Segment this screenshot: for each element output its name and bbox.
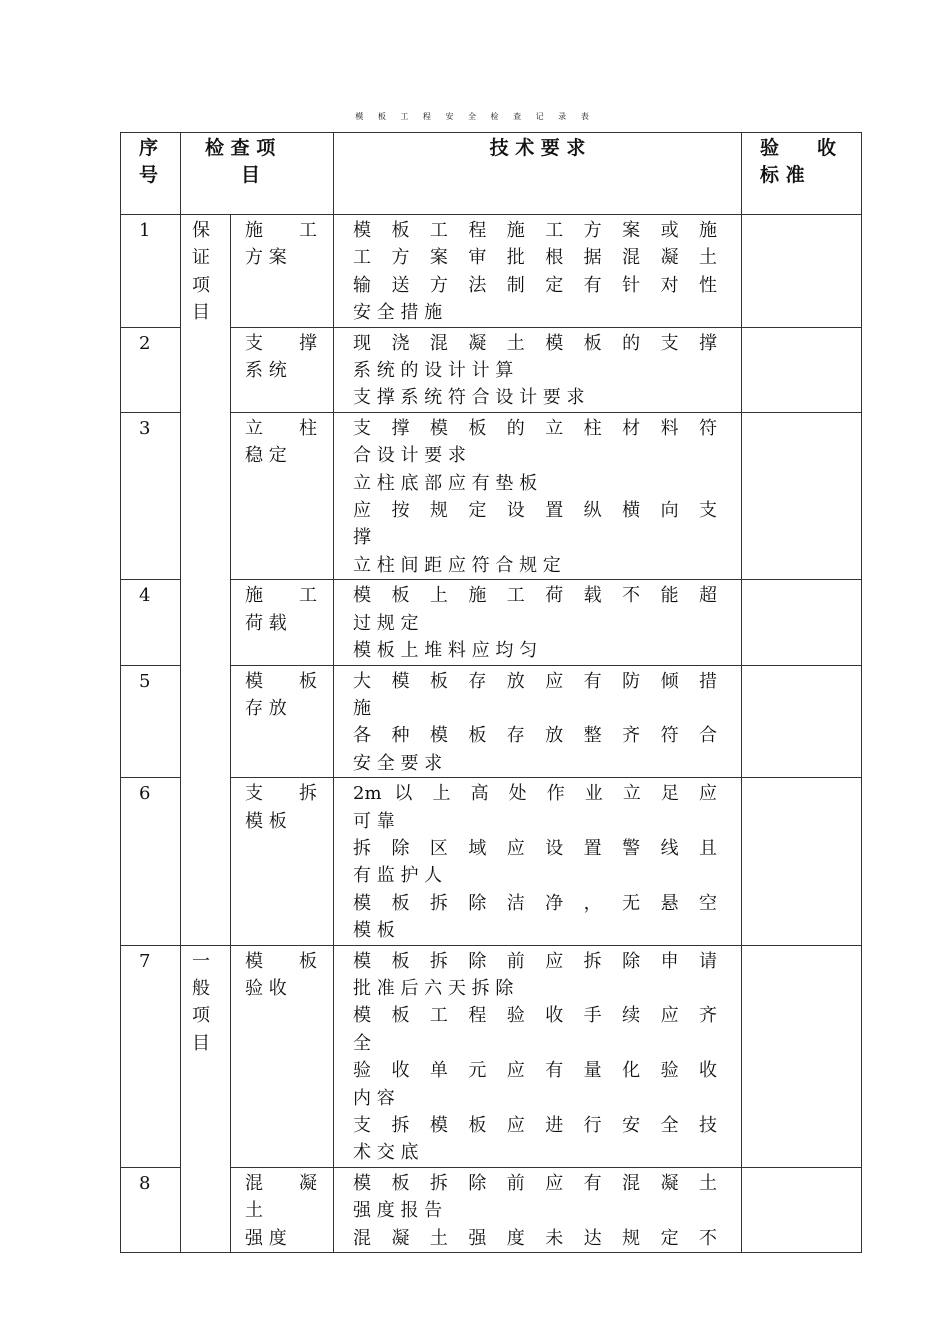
inspection-table	[120, 132, 862, 1253]
check-item	[231, 215, 334, 328]
requirement-line: 立 柱 间 距 应 符 合 规 定	[353, 554, 561, 576]
requirement-line: 安 全 措 施	[353, 302, 443, 324]
group-general	[181, 945, 231, 1252]
group-char: 目	[192, 302, 210, 324]
requirement-line: 模 板 上 堆 料 应 均 匀	[353, 640, 538, 662]
check-item-line: 强 度	[245, 1227, 287, 1249]
requirement-line: 模 板 上 施 工 荷 载 不 能 超	[353, 585, 718, 607]
check-item	[231, 327, 334, 412]
row-number: 2	[121, 327, 181, 412]
requirement-line: 各 种 模 板 存 放 整 齐 符 合	[353, 725, 718, 747]
standard-cell	[742, 1167, 862, 1252]
standard-cell	[742, 327, 862, 412]
requirement	[334, 580, 742, 665]
table-row	[121, 215, 862, 328]
requirement	[334, 665, 742, 778]
requirement-line: 内 容	[353, 1087, 395, 1109]
row-number: 7	[121, 945, 181, 1167]
header-no: 序 号	[121, 133, 181, 215]
standard-cell	[742, 215, 862, 328]
row-number: 8	[121, 1167, 181, 1252]
row-number: 5	[121, 665, 181, 778]
check-item-line: 系 统	[245, 360, 287, 382]
row-number: 4	[121, 580, 181, 665]
requirement-line: 术 交 底	[353, 1142, 419, 1164]
header-requirement: 技 术 要 求	[334, 133, 742, 215]
check-item-line: 模 板	[245, 810, 287, 832]
requirement-line: 混 凝 土 强 度 未 达 规 定 不	[353, 1227, 718, 1249]
check-item-line: 模 板	[245, 950, 317, 972]
requirement-line: 拆 除 区 域 应 设 置 警 线 且	[353, 837, 718, 859]
requirement	[334, 327, 742, 412]
requirement-line: 安 全 要 求	[353, 752, 443, 774]
table-row	[121, 580, 862, 665]
check-item	[231, 945, 334, 1167]
requirement-line: 2m 以 上 高 处 作 业 立 足 应	[353, 783, 718, 805]
requirement-line: 批 准 后 六 天 拆 除	[353, 977, 514, 999]
requirement-line: 强 度 报 告	[353, 1200, 443, 1222]
group-char: 目	[192, 1032, 210, 1054]
table-row	[121, 945, 862, 1167]
table-row	[121, 1167, 862, 1252]
requirement	[334, 1167, 742, 1252]
header-item: 检 查 项 目	[181, 133, 334, 215]
requirement-line: 撑	[353, 527, 372, 549]
group-char: 般	[192, 977, 210, 999]
document-title: 模 板 工 程 安 全 检 查 记 录 表	[355, 112, 595, 121]
table-row	[121, 412, 862, 579]
check-item-line: 验 收	[245, 977, 287, 999]
requirement-line: 输 送 方 法 制 定 有 针 对 性	[353, 274, 718, 296]
check-item-line: 荷 载	[245, 612, 287, 634]
requirement-line: 大 模 板 存 放 应 有 防 倾 措	[353, 670, 718, 692]
requirement-line: 验 收 单 元 应 有 量 化 验 收	[353, 1060, 718, 1082]
requirement-line: 模 板 拆 除 前 应 有 混 凝 土	[353, 1172, 718, 1194]
requirement-line: 施	[353, 697, 372, 719]
check-item-line: 存 放	[245, 697, 287, 719]
requirement-line: 模 板 拆 除 洁 净 ， 无 悬 空	[353, 892, 718, 914]
table-row	[121, 665, 862, 778]
check-item	[231, 580, 334, 665]
check-item-line: 支 撑	[245, 332, 317, 354]
requirement-line: 过 规 定	[353, 612, 419, 634]
requirement-line: 全	[353, 1032, 372, 1054]
table-row	[121, 778, 862, 945]
check-item	[231, 665, 334, 778]
requirement-line: 支 撑 系 统 符 合 设 计 要 求	[353, 387, 585, 409]
requirement	[334, 945, 742, 1167]
requirement-line: 现 浇 混 凝 土 模 板 的 支 撑	[353, 332, 718, 354]
requirement	[334, 412, 742, 579]
requirement-line: 立 柱 底 部 应 有 垫 板	[353, 472, 538, 494]
standard-cell	[742, 778, 862, 945]
check-item-line: 方 案	[245, 247, 287, 269]
header-standard: 验 收 标 准	[742, 133, 862, 215]
check-item-line: 稳 定	[245, 445, 287, 467]
group-char: 保	[192, 220, 210, 241]
requirement-line: 模 板 拆 除 前 应 拆 除 申 请	[353, 950, 718, 972]
header-row	[121, 133, 862, 215]
check-item-line: 土	[245, 1200, 263, 1222]
standard-cell	[742, 580, 862, 665]
requirement-line: 有 监 护 人	[353, 865, 443, 887]
check-item	[231, 1167, 334, 1252]
requirement-line: 模 板 工 程 施 工 方 案 或 施	[353, 220, 718, 241]
row-number: 6	[121, 778, 181, 945]
check-item	[231, 412, 334, 579]
standard-cell	[742, 945, 862, 1167]
requirement-line: 模 板	[353, 920, 395, 942]
requirement-line: 系 统 的 设 计 计 算	[353, 360, 514, 382]
check-item-line: 施 工	[245, 220, 317, 241]
row-number: 1	[121, 215, 181, 328]
group-char: 项	[192, 1005, 210, 1027]
group-char: 项	[192, 274, 210, 296]
check-item-line: 施 工	[245, 585, 317, 607]
requirement-line: 支 拆 模 板 应 进 行 安 全 技	[353, 1115, 718, 1136]
requirement	[334, 778, 742, 945]
requirement-line: 支 撑 模 板 的 立 柱 材 料 符	[353, 417, 718, 439]
row-number: 3	[121, 412, 181, 579]
requirement-line: 工 方 案 审 批 根 据 混 凝 土	[353, 247, 718, 269]
requirement-line: 合 设 计 要 求	[353, 445, 466, 467]
requirement-line: 模 板 工 程 验 收 手 续 应 齐	[353, 1005, 718, 1027]
table-row	[121, 327, 862, 412]
check-item-line: 混 凝	[245, 1172, 317, 1194]
check-item	[231, 778, 334, 945]
group-char: 证	[192, 247, 210, 269]
standard-cell	[742, 412, 862, 579]
check-item-line: 支 拆	[245, 783, 317, 805]
requirement	[334, 215, 742, 328]
requirement-line: 应 按 规 定 设 置 纵 横 向 支	[353, 500, 718, 522]
check-item-line: 立 柱	[245, 417, 317, 439]
check-item-line: 模 板	[245, 670, 317, 692]
group-guarantee	[181, 215, 231, 946]
standard-cell	[742, 665, 862, 778]
requirement-line: 可 靠	[353, 810, 395, 832]
group-char: 一	[192, 950, 210, 972]
